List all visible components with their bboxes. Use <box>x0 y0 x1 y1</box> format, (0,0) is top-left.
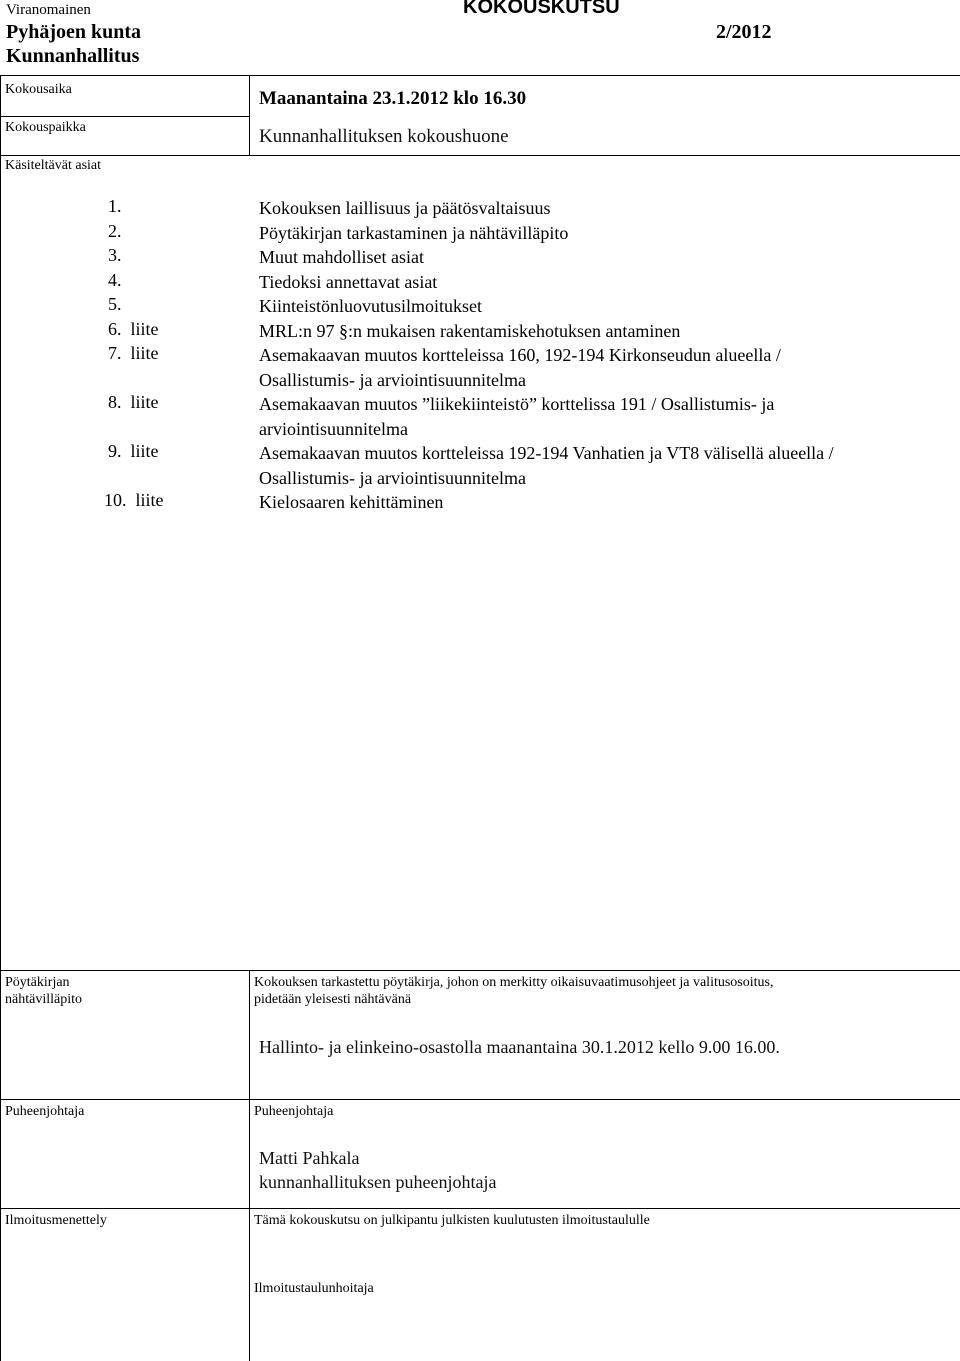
agenda-item-text: Osallistumis- ja arviointisuunnitelma <box>259 369 526 390</box>
body-name: Kunnanhallitus <box>6 45 140 67</box>
rule-notice <box>0 1208 960 1209</box>
meeting-time-value: Maanantaina 23.1.2012 klo 16.30 <box>259 88 527 109</box>
notice-label: Ilmoitusmenettely <box>5 1213 107 1228</box>
notice-text: Tämä kokouskutsu on julkipantu julkisten kuulutusten ilmoitustaululle <box>254 1213 650 1228</box>
municipality-name: Pyhäjoen kunta <box>6 21 142 43</box>
minutes-label-1: Pöytäkirjan <box>5 975 70 990</box>
meeting-time-label: Kokousaika <box>5 82 72 97</box>
board-keeper-label: Ilmoitustaulunhoitaja <box>254 1281 374 1296</box>
agenda-item-text: Asemakaavan muutos kortteleissa 160, 192-194 Kirkonseudun alueella / <box>259 345 781 365</box>
rule-chair <box>0 1099 960 1100</box>
agenda-item-number: 5. <box>108 294 122 314</box>
meeting-place-value: Kunnanhallituksen kokoushuone <box>259 126 509 147</box>
agenda-item-text: Kielosaaren kehittäminen <box>259 492 444 512</box>
agenda-item-text: Pöytäkirjan tarkastaminen ja nähtävilläpito <box>259 222 569 243</box>
rule-top <box>0 75 960 76</box>
agenda-item-text: arviointisuunnitelma <box>259 418 408 439</box>
agenda-item-number: 7. liite <box>108 343 159 363</box>
rule-minutes <box>0 970 960 971</box>
rule-time <box>0 116 249 117</box>
chair-label-right: Puheenjohtaja <box>254 1104 334 1119</box>
agenda-item-number: 2. <box>108 220 122 241</box>
agenda-item-number: 4. <box>108 269 122 290</box>
agenda-item-number: 10. liite <box>104 490 164 510</box>
agenda-item-number: 1. <box>108 196 122 216</box>
agenda-item-text: Kiinteistönluovutusilmoitukset <box>259 296 483 316</box>
agenda-item-text: Asemakaavan muutos kortteleissa 192-194 Vanhatien ja VT8 välisellä alueella / <box>259 443 834 463</box>
agenda-label: Käsiteltävät asiat <box>5 158 102 173</box>
chair-name: Matti Pahkala <box>259 1148 360 1168</box>
agenda-item-text: Tiedoksi annettavat asiat <box>259 271 438 292</box>
agenda-item-text: Osallistumis- ja arviointisuunnitelma <box>259 467 526 488</box>
minutes-display: Hallinto- ja elinkeino-osastolla maanantaina 30.1.2012 kello 9.00 16.00. <box>259 1037 780 1057</box>
minutes-text-2: pidetään yleisesti nähtävänä <box>254 992 412 1007</box>
minutes-label-2: nähtävilläpito <box>5 992 82 1007</box>
agenda-item-text: Asemakaavan muutos ”liikekiinteistö” korttelissa 191 / Osallistumis- ja <box>259 394 775 414</box>
agenda-item-number: 3. <box>108 245 122 265</box>
rule-info-divider <box>249 75 250 156</box>
chair-label-left: Puheenjohtaja <box>5 1104 85 1119</box>
agenda-item-text: Muut mahdolliset asiat <box>259 247 424 267</box>
agenda-item-number: 8. liite <box>108 392 159 412</box>
minutes-text-1: Kokouksen tarkastettu pöytäkirja, johon on merkitty oikaisuvaatimusohjeet ja valitusosoitus, <box>254 975 774 990</box>
agenda-item-number: 9. liite <box>108 441 159 461</box>
chair-title: kunnanhallituksen puheenjohtaja <box>259 1172 497 1192</box>
document-type: KOKOUSKUTSU <box>463 0 620 18</box>
agenda-item-number: 6. liite <box>108 318 159 339</box>
document-number: 2/2012 <box>716 21 772 43</box>
rule-lower-divider <box>249 970 250 1361</box>
rule-place <box>0 155 960 156</box>
rule-left <box>0 75 1 1361</box>
authority-label: Viranomainen <box>6 2 91 18</box>
meeting-place-label: Kokouspaikka <box>5 120 86 135</box>
agenda-item-text: MRL:n 97 §:n mukaisen rakentamiskehotuksen antaminen <box>259 320 681 341</box>
agenda-item-text: Kokouksen laillisuus ja päätösvaltaisuus <box>259 198 551 218</box>
